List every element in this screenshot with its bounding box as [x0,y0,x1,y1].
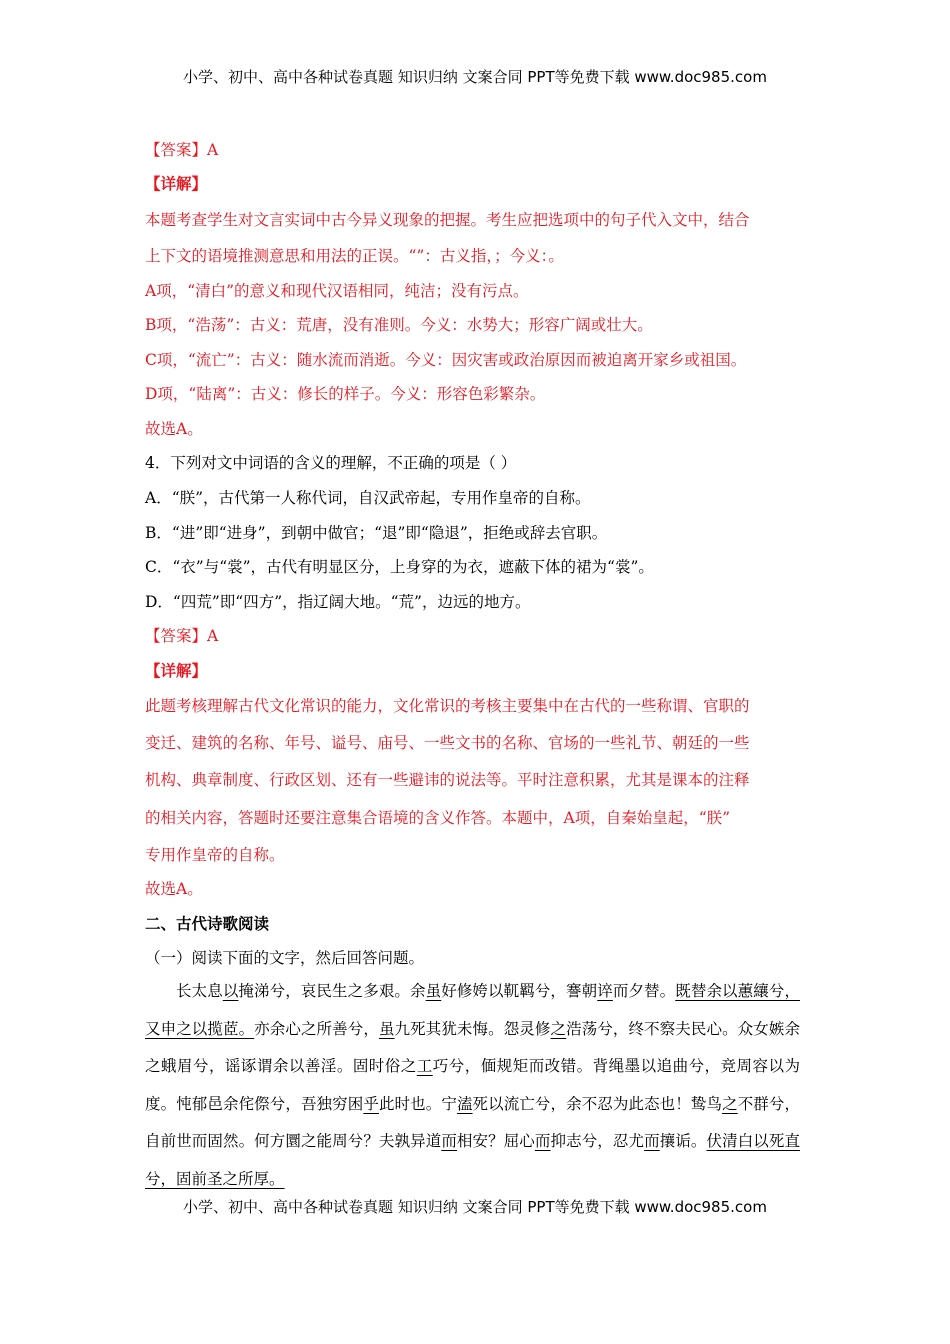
poem-underlined-segment: 而 [534,1132,551,1150]
poem-text-segment: 相安？屈心 [456,1132,535,1150]
poem-text-segment: 抑志兮，忍尤 [550,1132,645,1150]
poem-underlined-segment: 虽 [425,982,442,1000]
poem-text-segment: 死以流亡兮，余不忍为此态也！鸷鸟 [472,1094,723,1113]
q3-option-d-analysis: D项，“陆离”：古义：修长的样子。今义：形容色彩繁杂。 [145,385,546,403]
q3-option-b-analysis: B项，“浩荡”：古义：荒唐，没有准则。今义：水势大；形容广阔或壮大。 [145,316,653,334]
poem-text-segment: 长太息 [176,982,223,1000]
q4-option-c: C．“衣”与“裳”，古代有明显区分，上身穿的为衣，遮蔽下体的裙为“裳”。 [145,558,654,576]
poem-text-segment: 攘诟。 [659,1132,707,1150]
poem-underlined-segment: 之 [550,1019,567,1038]
q3-explanation-line-2: 上下文的语境推测意思和用法的正误。“”：古义指，；今义：。 [145,247,564,265]
q4-option-a: A．“朕”，古代第一人称代词，自汉武帝起，专用作皇帝的自称。 [145,489,591,507]
q4-option-b: B．“进”即“进身”，到朝中做官；“退”即“隐退”，拒绝或辞去官职。 [145,524,608,542]
poem-underlined-segment: 谇 [597,982,613,1000]
poem-text-segment: 不群兮，自前世而固然。何方圜之能周兮？夫孰异道 [145,1094,800,1150]
page-header: 小学、初中、高中各种试卷真题 知识归纳 文案合同 PPT等免费下载 www.doc985.com [183,68,767,86]
poem-underlined-segment: 以 [222,982,239,1000]
poem-underlined-segment: 溘 [456,1094,473,1113]
q4-detail-label: 【详解】 [145,661,208,680]
section-instruction: （一）阅读下面的文字，然后回答问题。 [145,949,425,967]
poem-text-segment: 亦余心之所善兮， [254,1019,379,1038]
q4-stem: 4．下列对文中词语的含义的理解，不正确的项是（ ） [145,454,517,472]
page-footer: 小学、初中、高中各种试卷真题 知识归纳 文案合同 PPT等免费下载 www.doc985.com [183,1198,767,1216]
q4-conclusion: 故选A。 [145,880,203,898]
poem-underlined-segment: 之 [722,1094,738,1113]
q3-explanation-line-1: 本题考查学生对文言实词中古今异义现象的把握。考生应把选项中的句子代入文中，结合 [145,211,750,229]
poem-text-segment: 巧兮，偭规矩而改错。背绳墨以追曲兮，竞周容以为度。忳郁邑余侘傺兮，吾独穷困 [145,1057,800,1113]
poem-underlined-segment: 既替余以蕙纕兮，又申之以揽茝。 [145,982,800,1038]
poem-underlined-segment: 工 [416,1057,433,1075]
q4-explanation-line-2: 变迁、建筑的名称、年号、谥号、庙号、一些文书的名称、官场的一些礼节、朝廷的一些 [145,734,750,752]
q4-answer: 【答案】A [145,627,219,645]
q3-option-a-analysis: A项，“清白”的意义和现代汉语相同，纯洁；没有污点。 [145,282,529,300]
poem-underlined-segment: 乎 [363,1094,379,1113]
q4-explanation-line-4: 的相关内容，答题时还要注意集合语境的含义作答。本题中，A项，自秦始皇起，“朕” [145,809,731,827]
poem-text-segment: 九死其犹未悔。怨灵修 [394,1019,551,1038]
poem-passage [145,973,800,1198]
section-title: 二、古代诗歌阅读 [145,914,270,933]
poem-text-segment: 而夕替。 [612,982,676,1000]
q4-explanation-line-1: 此题考核理解古代文化常识的能力，文化常识的考核主要集中在古代的一些称谓、官职的 [145,697,750,715]
poem-text-segment: 此时也。宁 [378,1094,457,1113]
q4-explanation-line-5: 专用作皇帝的自称。 [145,846,285,864]
poem-underlined-segment: 而 [644,1132,660,1150]
poem-underlined-segment: 伏清白以死直兮，固前圣之所厚。 [145,1132,800,1188]
q4-explanation-line-3: 机构、典章制度、行政区划、还有一些避讳的说法等。平时注意积累，尤其是课本的注释 [145,771,750,789]
poem-text-segment: 掩涕兮，哀民生之多艰。余 [238,982,426,1000]
poem-underlined-segment: 而 [441,1132,457,1150]
poem-text-segment: 浩荡兮，终不察夫民心。众女嫉余之蛾眉兮，谣诼谓余以善淫。固时俗之 [145,1019,800,1075]
q3-detail-label: 【详解】 [145,174,208,193]
q3-conclusion: 故选A。 [145,420,203,438]
q4-option-d: D．“四荒”即“四方”，指辽阔大地。“荒”，边远的地方。 [145,593,531,611]
q3-option-c-analysis: C项，“流亡”：古义：随水流而消逝。今义：因灾害或政治原因而被迫离开家乡或祖国。 [145,351,747,369]
poem-underlined-segment: 虽 [378,1019,395,1038]
poem-text-segment: 好修姱以靰羁兮，謇朝 [441,982,598,1000]
q3-answer: 【答案】A [145,141,219,159]
